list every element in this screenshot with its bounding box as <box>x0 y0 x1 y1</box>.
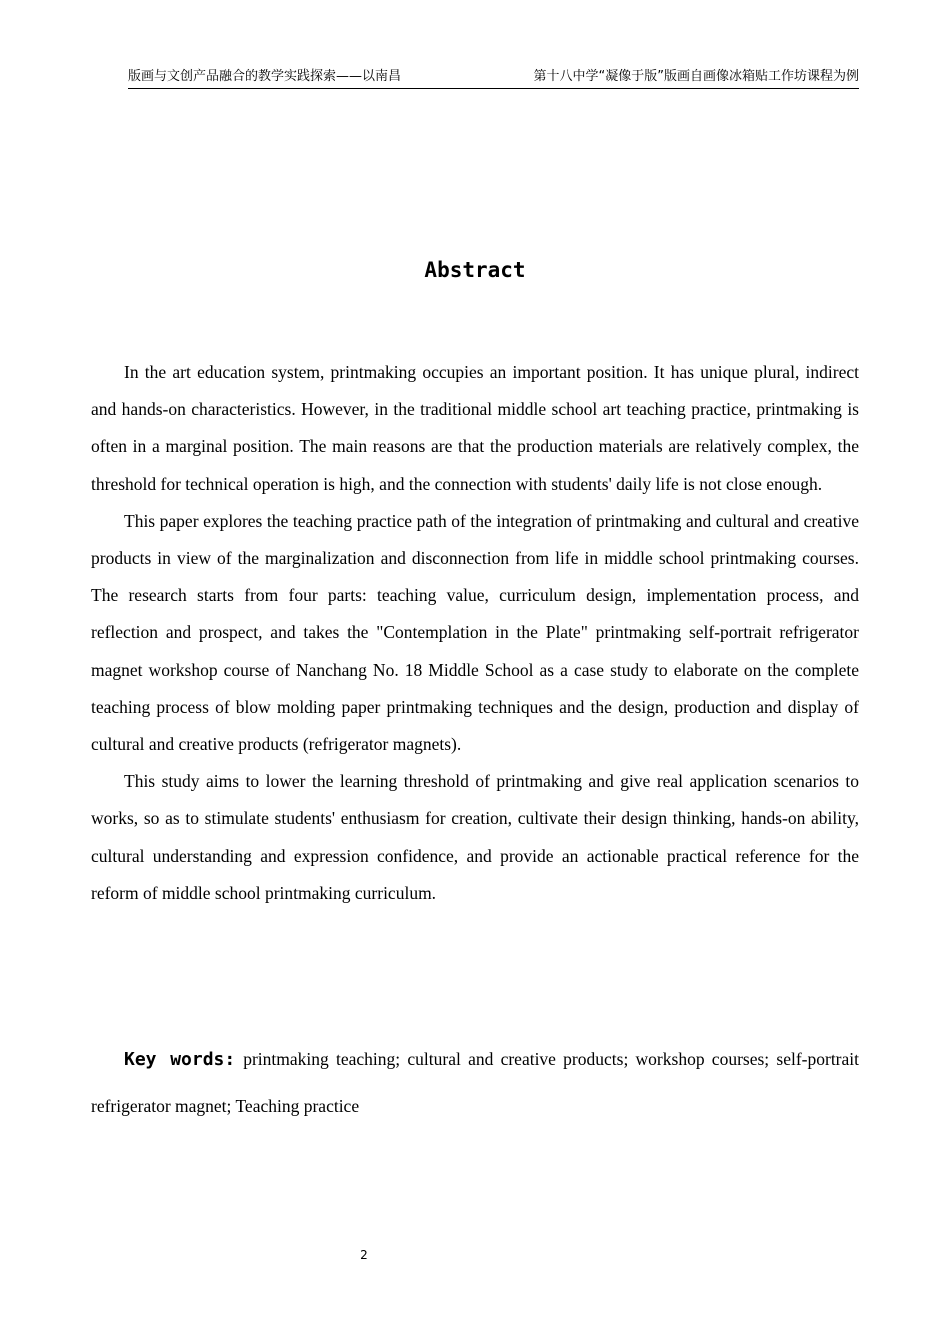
keywords-text: printmaking teaching; cultural and creative products; workshop courses; self-portrait refrigerator magnet; Teaching practice <box>91 1049 859 1116</box>
abstract-paragraph-3: This study aims to lower the learning threshold of printmaking and give real application scenarios to works, so as to stimulate students' enthusiasm for creation, cultivate their design thinking, hands-on ability, cultural understanding and expression confidence, and provide an actionable practical reference for the reform of middle school printmaking curriculum. <box>91 771 859 903</box>
abstract-body <box>91 354 859 912</box>
abstract-paragraph-2: This paper explores the teaching practice path of the integration of printmaking and cultural and creative products in view of the marginalization and disconnection from life in middle school printmaking courses. The research starts from four parts: teaching value, curriculum design, implementation process, and reflection and prospect, and takes the "Contemplation in the Plate" printmaking self-portrait refrigerator magnet workshop course of Nanchang No. 18 Middle School as a case study to elaborate on the complete teaching process of blow molding paper printmaking techniques and the design, production and display of cultural and creative products (refrigerator magnets). <box>91 510 859 755</box>
running-header-left: 版画与文创产品融合的教学实践探索——以南昌 <box>128 69 402 84</box>
running-header <box>128 66 859 89</box>
running-header-right: 第十八中学“凝像于版”版画自画像冰箱贴工作坊课程为例 <box>533 69 859 84</box>
page-number: 2 <box>360 1248 368 1262</box>
abstract-paragraph-1: In the art education system, printmaking occupies an important position. It has unique plural, indirect and hands-on characteristics. However, in the traditional middle school art teaching practice, printmaking is often in a marginal position. The main reasons are that the production materials are relatively complex, the threshold for technical operation is high, and the connection with students' daily life is not close enough. <box>91 362 859 494</box>
keywords <box>91 1036 859 1130</box>
abstract-title: Abstract <box>424 258 526 282</box>
keywords-label: Key words: <box>124 1049 236 1070</box>
